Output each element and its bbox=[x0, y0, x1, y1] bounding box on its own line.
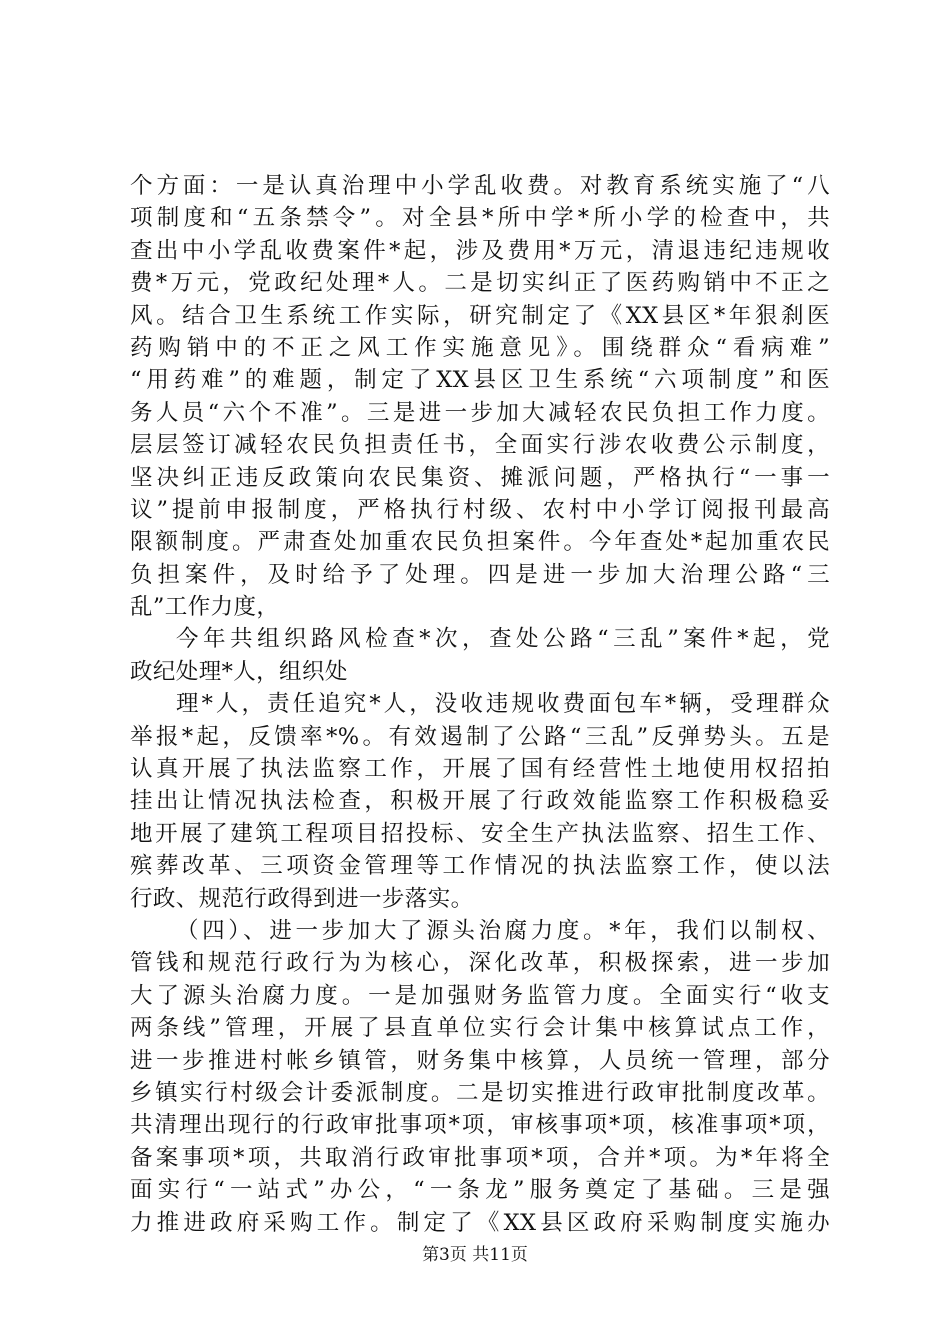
text-line: 限额制度。严肃查处加重农民负担案件。今年查处*起加重农民 bbox=[130, 529, 830, 556]
text-line: 乱”工作力度， bbox=[130, 594, 280, 621]
text-line: “用药难”的难题，制定了XX县区卫生系统“六项制度”和医 bbox=[130, 367, 830, 394]
text-line: 挂出让情况执法检查，积极开展了行政效能监察工作积极稳妥 bbox=[130, 788, 830, 815]
text-line: 殡葬改革、三项资金管理等工作情况的执法监察工作，使以法 bbox=[130, 853, 830, 880]
text-line: 进一步推进村帐乡镇管，财务集中核算，人员统一管理，部分 bbox=[130, 1047, 830, 1074]
text-line: 风。结合卫生系统工作实际，研究制定了《XX县区*年狠刹医 bbox=[130, 302, 830, 329]
text-line: 认真开展了执法监察工作，开展了国有经营性土地使用权招拍 bbox=[130, 756, 830, 783]
text-line: （四）、进一步加大了源头治腐力度。*年，我们以制权、 bbox=[176, 917, 830, 944]
text-line: 举报*起，反馈率*%。有效遏制了公路“三乱”反弹势头。五是 bbox=[130, 723, 830, 750]
body-text bbox=[130, 170, 830, 1239]
text-line: 两条线”管理，开展了县直单位实行会计集中核算试点工作， bbox=[130, 1015, 830, 1042]
text-line: 面实行“一站式”办公，“一条龙”服务奠定了基础。三是强 bbox=[130, 1177, 830, 1204]
text-line: 乡镇实行村级会计委派制度。二是切实推进行政审批制度改革。 bbox=[130, 1079, 830, 1106]
text-line: 管钱和规范行政行为为核心，深化改革，积极探索，进一步加 bbox=[130, 950, 830, 977]
text-line: 查出中小学乱收费案件*起，涉及费用*万元，清退违纪违规收 bbox=[130, 237, 830, 264]
text-line: 备案事项*项，共取消行政审批事项*项，合并*项。为*年将全 bbox=[130, 1144, 830, 1171]
text-line: 层层签订减轻农民负担责任书，全面实行涉农收费公示制度， bbox=[130, 432, 830, 459]
text-line: 药购销中的不正之风工作实施意见》。围绕群众“看病难” bbox=[130, 334, 830, 361]
text-line: 今年共组织路风检查*次，查处公路“三乱”案件*起，党 bbox=[176, 626, 830, 653]
text-line: 费*万元，党政纪处理*人。二是切实纠正了医药购销中不正之 bbox=[130, 270, 830, 297]
text-line: 政纪处理*人，组织处 bbox=[130, 658, 348, 685]
text-line: 共清理出现行的行政审批事项*项，审核事项*项，核准事项*项， bbox=[130, 1112, 830, 1139]
text-line: 项制度和“五条禁令”。对全县*所中学*所小学的检查中，共 bbox=[130, 205, 830, 232]
text-line: 坚决纠正违反政策向农民集资、摊派问题，严格执行“一事一 bbox=[130, 464, 830, 491]
text-line: 负担案件，及时给予了处理。四是进一步加大治理公路“三 bbox=[130, 561, 830, 588]
text-line: 行政、规范行政得到进一步落实。 bbox=[130, 885, 474, 912]
text-line: 理*人，责任追究*人，没收违规收费面包车*辆，受理群众 bbox=[176, 691, 830, 718]
text-line: 大了源头治腐力度。一是加强财务监管力度。全面实行“收支 bbox=[130, 982, 830, 1009]
text-line: 务人员“六个不准”。三是进一步加大减轻农民负担工作力度。 bbox=[130, 399, 830, 426]
text-line: 力推进政府采购工作。制定了《XX县区政府采购制度实施办 bbox=[130, 1209, 830, 1236]
text-line: 个方面：一是认真治理中小学乱收费。对教育系统实施了“八 bbox=[130, 173, 830, 199]
page-number-footer: 第3页 共11页 bbox=[422, 1245, 528, 1265]
text-line: 地开展了建筑工程项目招投标、安全生产执法监察、招生工作、 bbox=[130, 820, 830, 847]
text-line: 议”提前申报制度，严格执行村级、农村中小学订阅报刊最高 bbox=[130, 496, 830, 523]
